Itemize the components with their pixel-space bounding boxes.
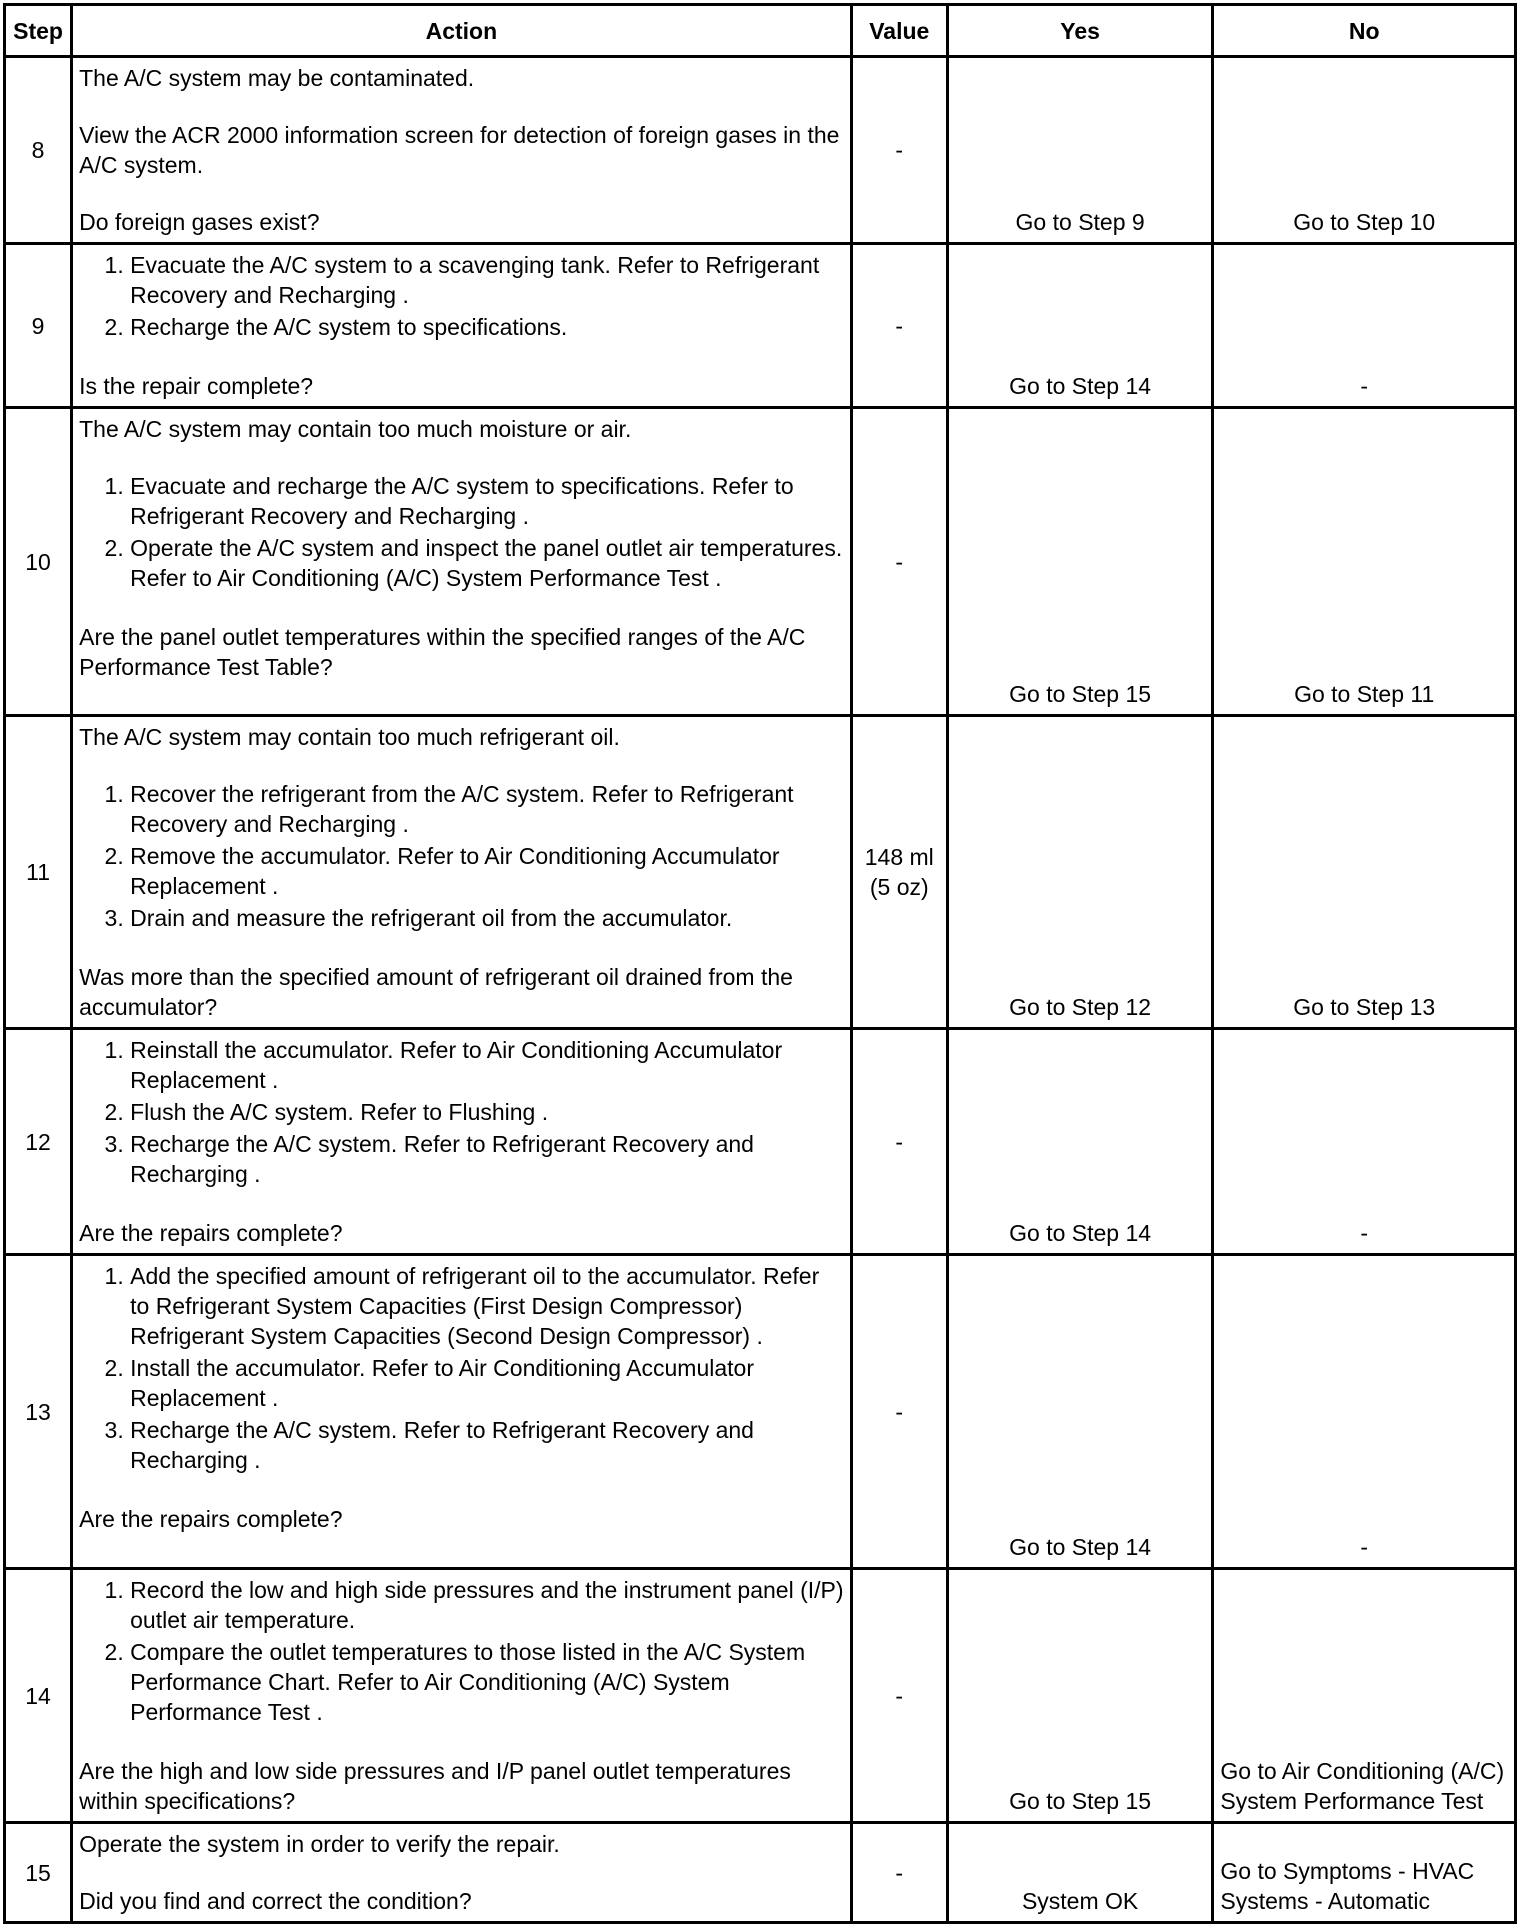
step-number: 13 xyxy=(5,1255,72,1569)
no-cell: Go to Air Conditioning (A/C) System Performance Test xyxy=(1213,1569,1516,1823)
action-step: 2. Operate the A/C system and inspect the panel outlet air temperatures. Refer to Air Conditioning (A/C) System Performance Test . xyxy=(130,533,844,593)
action-intro: The A/C system may contain too much moisture or air. xyxy=(79,416,632,442)
action-intro: The A/C system may be contaminated. xyxy=(79,65,475,91)
step-number: 14 xyxy=(5,1569,72,1823)
action-steps-list xyxy=(79,1575,844,1727)
action-step: 3. Recharge the A/C system. Refer to Refrigerant Recovery and Recharging . xyxy=(130,1129,844,1189)
yes-cell: Go to Step 14 xyxy=(947,1255,1213,1569)
action-question: Are the high and low side pressures and I/P panel outlet temperatures within specifications? xyxy=(79,1758,791,1814)
value-cell: - xyxy=(851,1823,947,1923)
action-cell xyxy=(72,57,852,244)
action-steps-list xyxy=(79,471,844,593)
action-cell xyxy=(72,716,852,1029)
value-cell xyxy=(851,716,947,1029)
value-cell: - xyxy=(851,1569,947,1823)
header-no: No xyxy=(1213,5,1516,57)
action-step: 3. Recharge the A/C system. Refer to Refrigerant Recovery and Recharging . xyxy=(130,1415,844,1475)
header-yes: Yes xyxy=(947,5,1213,57)
value-cell: - xyxy=(851,244,947,408)
action-cell xyxy=(72,1569,852,1823)
action-cell xyxy=(72,1029,852,1255)
no-cell: Go to Step 11 xyxy=(1213,408,1516,716)
yes-cell: Go to Step 14 xyxy=(947,244,1213,408)
action-question: Was more than the specified amount of refrigerant oil drained from the accumulator? xyxy=(79,964,793,1020)
action-intro: View the ACR 2000 information screen for detection of foreign gases in the A/C system. xyxy=(79,122,840,178)
diagnostic-table-wrapper xyxy=(3,3,1517,1924)
step-number: 12 xyxy=(5,1029,72,1255)
value-cell: - xyxy=(851,408,947,716)
table-row xyxy=(5,716,1516,1029)
value-cell: - xyxy=(851,1255,947,1569)
action-cell xyxy=(72,244,852,408)
yes-cell: Go to Step 15 xyxy=(947,1569,1213,1823)
action-step: 1. Add the specified amount of refrigerant oil to the accumulator. Refer to Refrigerant System Capacities (First Design Compressor) Refrigerant System Capacities (Second Design Compressor) . xyxy=(130,1261,844,1351)
action-step: 2. Flush the A/C system. Refer to Flushing . xyxy=(130,1097,844,1127)
step-number: 8 xyxy=(5,57,72,244)
value-cell: - xyxy=(851,57,947,244)
no-cell: Go to Symptoms - HVAC Systems - Automatic xyxy=(1213,1823,1516,1923)
table-row xyxy=(5,57,1516,244)
action-steps-list xyxy=(79,779,844,933)
header-row xyxy=(5,5,1516,57)
action-step: 2. Install the accumulator. Refer to Air Conditioning Accumulator Replacement . xyxy=(130,1353,844,1413)
table-row xyxy=(5,1823,1516,1923)
table-row xyxy=(5,244,1516,408)
action-step: 1. Reinstall the accumulator. Refer to Air Conditioning Accumulator Replacement . xyxy=(130,1035,844,1095)
action-cell xyxy=(72,1823,852,1923)
yes-cell: Go to Step 12 xyxy=(947,716,1213,1029)
action-step: 1. Evacuate and recharge the A/C system to specifications. Refer to Refrigerant Recovery and Recharging . xyxy=(130,471,844,531)
no-cell: - xyxy=(1213,244,1516,408)
action-step: 1. Evacuate the A/C system to a scavenging tank. Refer to Refrigerant Recovery and Recharging . xyxy=(130,250,844,310)
action-intro: Operate the system in order to verify the repair. xyxy=(79,1831,560,1857)
no-cell: - xyxy=(1213,1029,1516,1255)
diagnostic-table xyxy=(3,3,1517,1924)
action-steps-list xyxy=(79,1035,844,1189)
action-question: Did you find and correct the condition? xyxy=(79,1888,472,1914)
action-step: 2. Remove the accumulator. Refer to Air Conditioning Accumulator Replacement . xyxy=(130,841,844,901)
table-row xyxy=(5,408,1516,716)
step-number: 9 xyxy=(5,244,72,408)
yes-cell: System OK xyxy=(947,1823,1213,1923)
action-question: Are the repairs complete? xyxy=(79,1220,343,1246)
action-steps-list xyxy=(79,1261,844,1475)
action-question: Are the repairs complete? xyxy=(79,1506,343,1532)
action-step: 3. Drain and measure the refrigerant oil from the accumulator. xyxy=(130,903,844,933)
yes-cell: Go to Step 9 xyxy=(947,57,1213,244)
no-cell: Go to Step 13 xyxy=(1213,716,1516,1029)
action-question: Are the panel outlet temperatures within the specified ranges of the A/C Performance Test Table? xyxy=(79,624,806,680)
table-row xyxy=(5,1569,1516,1823)
yes-cell: Go to Step 15 xyxy=(947,408,1213,716)
action-intro: The A/C system may contain too much refrigerant oil. xyxy=(79,724,620,750)
action-step: 1. Record the low and high side pressures and the instrument panel (I/P) outlet air temperature. xyxy=(130,1575,844,1635)
header-action: Action xyxy=(72,5,852,57)
header-step: Step xyxy=(5,5,72,57)
value-amount: 148 ml xyxy=(864,844,934,870)
action-steps-list xyxy=(79,250,844,342)
action-step: 2. Compare the outlet temperatures to those listed in the A/C System Performance Chart. Refer to Air Conditioning (A/C) System Performance Test . xyxy=(130,1637,844,1727)
action-question: Do foreign gases exist? xyxy=(79,209,320,235)
action-cell xyxy=(72,408,852,716)
value-amount-imperial: (5 oz) xyxy=(869,874,929,900)
no-cell: Go to Step 10 xyxy=(1213,57,1516,244)
action-step: 2. Recharge the A/C system to specifications. xyxy=(130,312,844,342)
yes-cell: Go to Step 14 xyxy=(947,1029,1213,1255)
step-number: 15 xyxy=(5,1823,72,1923)
action-question: Is the repair complete? xyxy=(79,373,314,399)
no-cell: - xyxy=(1213,1255,1516,1569)
step-number: 10 xyxy=(5,408,72,716)
action-step: 1. Recover the refrigerant from the A/C system. Refer to Refrigerant Recovery and Recharging . xyxy=(130,779,844,839)
step-number: 11 xyxy=(5,716,72,1029)
table-row xyxy=(5,1255,1516,1569)
value-cell: - xyxy=(851,1029,947,1255)
table-row xyxy=(5,1029,1516,1255)
header-value: Value xyxy=(851,5,947,57)
action-cell xyxy=(72,1255,852,1569)
